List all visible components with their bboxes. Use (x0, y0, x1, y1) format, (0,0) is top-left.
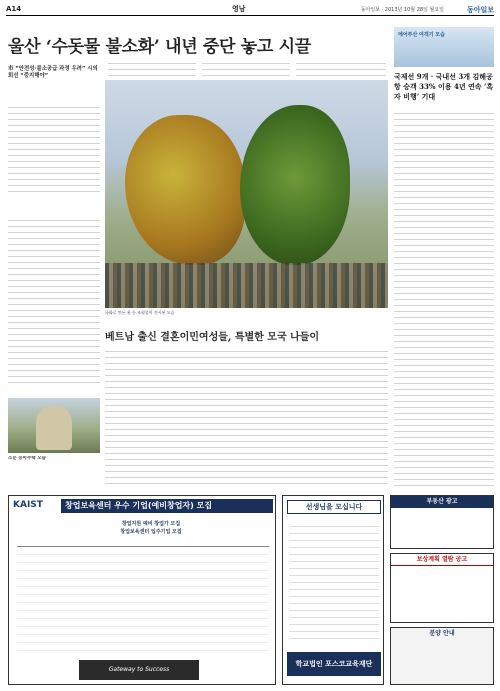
page-number: A14 (6, 5, 22, 13)
left-photo (8, 398, 100, 453)
mid-text-2 (202, 58, 290, 78)
right-headline: 국제선 9개 · 국내선 3개 김해공항 승객 33% 이용 4년 연속 ‘흑자 비행’ 기대 (394, 72, 494, 101)
left-subheadline: 市 “안전성·불소공급 과정 우려” 시의회선 “중지해야” (8, 66, 98, 79)
main-headline: 울산 ‘수돗물 불소화’ 내년 중단 놓고 시끌 (8, 37, 311, 57)
kaist-ad-line-2: 창업보육센터 입주기업 모집 (120, 529, 182, 535)
tutor-ad (282, 495, 384, 685)
right-ad-3 (390, 627, 494, 685)
edition-date: 동아일보 · 2013년 10월 28일 월요일 (360, 7, 444, 13)
right-ad-1-title: 부동산 광고 (391, 496, 493, 508)
right-photo (394, 27, 494, 67)
kaist-ad-table (17, 546, 269, 656)
chrysanthemum-festival-photo (105, 80, 388, 308)
photo-caption: 국화로 만든 용 등 조형물이 전시된 모습 (105, 310, 175, 315)
right-ad-1 (390, 495, 494, 549)
kaist-logo: KAIST (13, 500, 43, 510)
mid-text-3 (296, 58, 386, 78)
tutor-ad-body (289, 520, 379, 640)
right-ad-3-title: 분양 안내 (429, 630, 455, 637)
sub-headline: 베트남 출신 결혼이민여성들, 특별한 모국 나들이 (105, 332, 320, 343)
right-ad-2-title: 보상계획 열람 공고 (391, 554, 493, 566)
crowd (105, 263, 388, 308)
sub-article-body (105, 346, 388, 486)
left-photo-caption: 소문 동아주택 모습 (8, 456, 46, 461)
kaist-ad-line-1: 창업지원 예비 창업가 모집 (121, 521, 181, 527)
tutor-ad-header: 선생님을 모십니다 (287, 500, 381, 514)
left-body-text-2 (8, 215, 100, 385)
kaist-ad-title: 창업보육센터 우수 기업(예비창업자) 모집 (61, 499, 273, 513)
flower-sculpture-gold (125, 115, 245, 265)
kaist-ad (8, 495, 276, 685)
statue-image (36, 406, 72, 450)
brand-logo: 동아일보 (466, 6, 494, 14)
left-body-text (8, 102, 100, 197)
right-body-text (394, 108, 494, 486)
kaist-gateway-banner: Gateway to Success (79, 660, 199, 680)
section-name: 영남 (232, 5, 246, 13)
mid-text-1 (108, 58, 196, 78)
kaist-ad-lines (33, 520, 269, 536)
right-ads (390, 495, 494, 685)
right-photo-label: 에어부산 여객기 모습 (398, 32, 445, 38)
tutor-ad-footer: 학교법인 포스코교육재단 (287, 652, 381, 676)
right-ad-2 (390, 553, 494, 623)
flower-sculpture-green (240, 105, 350, 265)
top-bar (6, 4, 494, 16)
